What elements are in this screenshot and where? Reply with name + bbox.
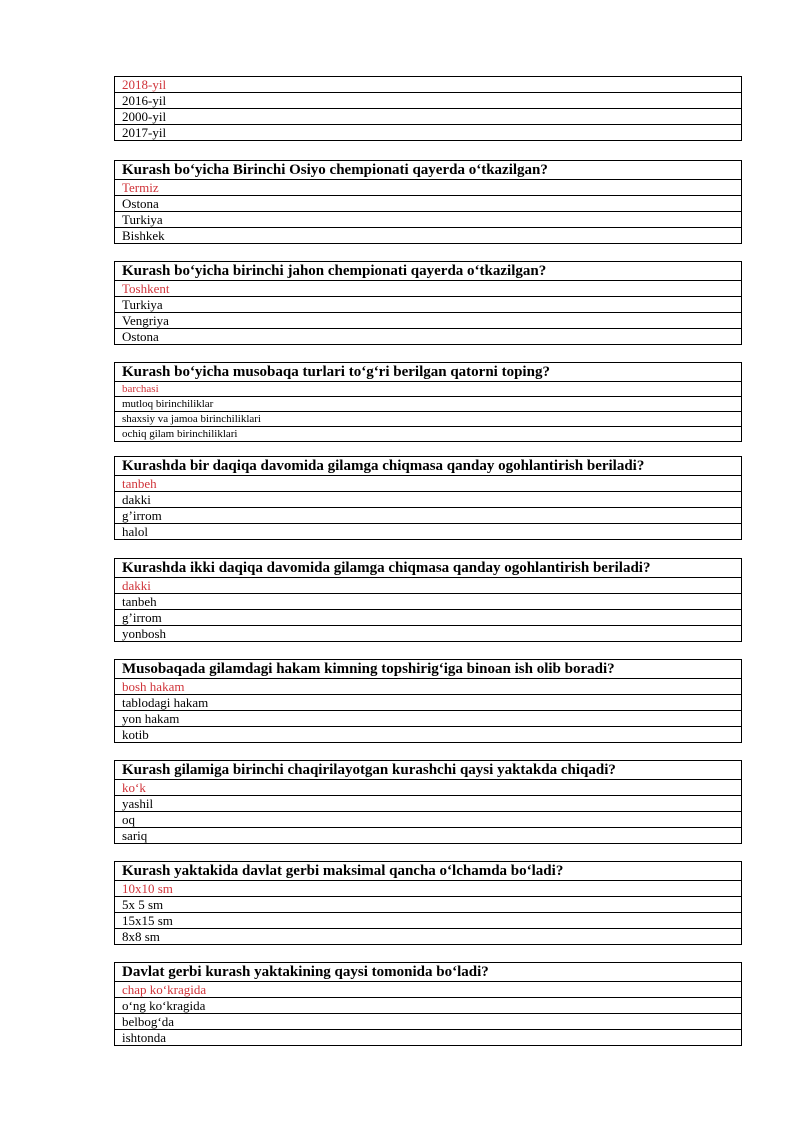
answer-option: yon hakam <box>115 711 741 727</box>
answer-option: dakki <box>115 492 741 508</box>
question-title: Kurash yaktakida davlat gerbi maksimal qancha o‘lchamda bo‘ladi? <box>115 862 741 881</box>
question-title: Kurash bo‘yicha musobaqa turlari to‘g‘ri berilgan qatorni toping? <box>115 363 741 382</box>
answer-option: Ostona <box>115 196 741 212</box>
question-block-1 <box>114 160 742 244</box>
question-title: Kurashda bir daqiqa davomida gilamga chiqmasa qanday ogohlantirish beriladi? <box>115 457 741 476</box>
answer-option: mutloq birinchiliklar <box>115 397 741 412</box>
question-block-2 <box>114 261 742 345</box>
answer-option: g’irrom <box>115 610 741 626</box>
answer-option: g’irrom <box>115 508 741 524</box>
answer-option: tablodagi hakam <box>115 695 741 711</box>
answer-option: 15x15 sm <box>115 913 741 929</box>
answer-option-correct: dakki <box>115 578 741 594</box>
question-title: Kurash bo‘yicha birinchi jahon chempionati qayerda o‘tkazilgan? <box>115 262 741 281</box>
answer-option-correct: barchasi <box>115 382 741 397</box>
question-block-6 <box>114 659 742 743</box>
answer-option: 2016-yil <box>115 93 741 109</box>
answer-option: yonbosh <box>122 626 167 641</box>
answer-option: Turkiya <box>115 297 741 313</box>
answer-option: Bishkek <box>122 228 165 243</box>
answer-option: belbog‘da <box>115 1014 741 1030</box>
question-block-5 <box>114 558 742 642</box>
answer-option-correct: Termiz <box>115 180 741 196</box>
answer-option-correct: 10x10 sm <box>115 881 741 897</box>
answer-option-correct: Toshkent <box>115 281 741 297</box>
question-block-4 <box>114 456 742 540</box>
answer-option: sariq <box>122 828 148 843</box>
answer-option: o‘ng ko‘kragida <box>115 998 741 1014</box>
answer-option: 8x8 sm <box>122 929 160 944</box>
question-block-9 <box>114 962 742 1046</box>
answer-option: Turkiya <box>115 212 741 228</box>
answer-option: shaxsiy va jamoa birinchiliklari <box>115 412 741 427</box>
answer-option-correct: 2018-yil <box>115 77 741 93</box>
question-title: Kurash gilamiga birinchi chaqirilayotgan kurashchi qaysi yaktakda chiqadi? <box>115 761 741 780</box>
answer-option: Ostona <box>122 329 159 344</box>
answer-option: yashil <box>115 796 741 812</box>
question-block-0 <box>114 76 742 141</box>
question-title: Musobaqada gilamdagi hakam kimning topshirig‘iga binoan ish olib boradi? <box>115 660 741 679</box>
answer-option: 2017-yil <box>122 125 167 140</box>
answer-option: halol <box>122 524 148 539</box>
question-block-3 <box>114 362 742 442</box>
answer-option: 2000-yil <box>115 109 741 125</box>
question-title: Kurashda ikki daqiqa davomida gilamga chiqmasa qanday ogohlantirish beriladi? <box>115 559 741 578</box>
answer-option: Vengriya <box>115 313 741 329</box>
answer-option: 5x 5 sm <box>115 897 741 913</box>
answer-option: ochiq gilam birinchiliklari <box>122 428 238 440</box>
question-block-8 <box>114 861 742 945</box>
answer-option-correct: chap ko‘kragida <box>115 982 741 998</box>
answer-option: kotib <box>122 727 149 742</box>
answer-option: ishtonda <box>122 1030 167 1045</box>
answer-option-correct: ko‘k <box>115 780 741 796</box>
answer-option: tanbeh <box>115 594 741 610</box>
question-block-7 <box>114 760 742 844</box>
question-title: Kurash bo‘yicha Birinchi Osiyo chempionati qayerda o‘tkazilgan? <box>115 161 741 180</box>
answer-option-correct: tanbeh <box>115 476 741 492</box>
answer-option: oq <box>115 812 741 828</box>
question-title: Davlat gerbi kurash yaktakining qaysi tomonida bo‘ladi? <box>115 963 741 982</box>
answer-option-correct: bosh hakam <box>115 679 741 695</box>
